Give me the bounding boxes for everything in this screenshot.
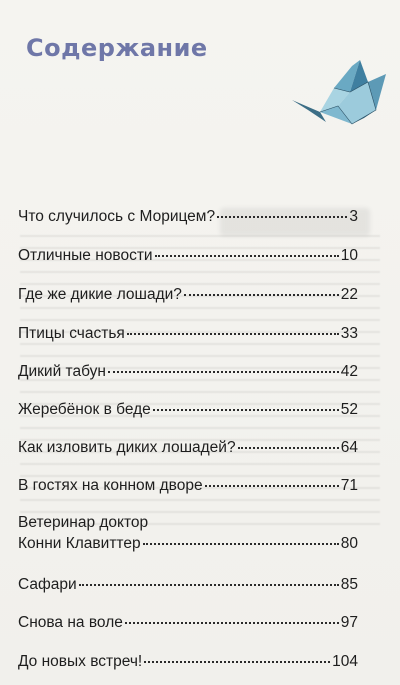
dot-leader [108, 371, 339, 373]
toc-entry-page: 85 [340, 576, 358, 593]
toc-entry-title: Дикий табун [18, 363, 106, 380]
dot-leader [184, 294, 339, 296]
dot-leader [125, 622, 339, 624]
dot-leader [144, 661, 330, 663]
toc-entry-page: 104 [332, 653, 358, 670]
toc-entry-page: 22 [340, 286, 358, 303]
toc-entry[interactable] [18, 401, 358, 419]
toc-entry-page: 33 [340, 325, 358, 342]
toc-entry[interactable] [18, 614, 358, 632]
toc-entry-title: Жеребёнок в беде [18, 401, 151, 418]
dot-leader [155, 255, 339, 257]
toc-entry[interactable] [18, 286, 358, 304]
dot-leader [127, 333, 339, 335]
toc-entry[interactable] [18, 576, 358, 594]
toc-entry-title: До новых встреч! [18, 653, 143, 670]
toc-entry-page: 97 [340, 614, 358, 631]
toc-entry-page: 80 [340, 535, 358, 552]
toc-entry-page: 71 [340, 477, 358, 494]
toc-entry-page: 52 [340, 401, 358, 418]
dot-leader [153, 409, 339, 411]
toc-entry[interactable] [18, 363, 358, 381]
toc-entry-title: Конни Клавиттер [18, 535, 141, 552]
toc-entry-title: В гостях на конном дворе [18, 477, 203, 494]
dot-leader [217, 216, 347, 218]
dot-leader [79, 584, 339, 586]
dot-leader [205, 485, 339, 487]
toc-entry-title: Сафари [18, 576, 77, 593]
toc-entry-page: 10 [340, 247, 358, 264]
toc-entry-title: Отличные новости [18, 247, 153, 264]
toc-entry[interactable] [18, 439, 358, 457]
dot-leader [238, 447, 339, 449]
toc-entry[interactable] [18, 514, 358, 553]
toc-entry[interactable] [18, 325, 358, 343]
toc-entry[interactable] [18, 247, 358, 265]
toc-entry-page: 42 [340, 363, 358, 380]
dot-leader [143, 543, 339, 545]
toc-entry-title: Снова на воле [18, 614, 123, 631]
toc-entry-title: Что случилось с Морицем? [18, 208, 216, 225]
toc-entry-page: 3 [349, 208, 358, 225]
toc-entry-title: Птицы счастья [18, 325, 125, 342]
toc-entry-title: Как изловить диких лошадей? [18, 439, 236, 456]
toc-entry-page: 64 [340, 439, 358, 456]
toc-entry-title-line1: Ветеринар доктор [18, 514, 149, 531]
toc-entry[interactable] [18, 208, 358, 226]
toc-entry[interactable] [18, 653, 358, 671]
origami-crane-icon [290, 52, 390, 132]
page-title: Содержание [26, 34, 208, 62]
toc-entry[interactable] [18, 477, 358, 495]
toc-entry-title: Где же дикие лошади? [18, 286, 182, 303]
